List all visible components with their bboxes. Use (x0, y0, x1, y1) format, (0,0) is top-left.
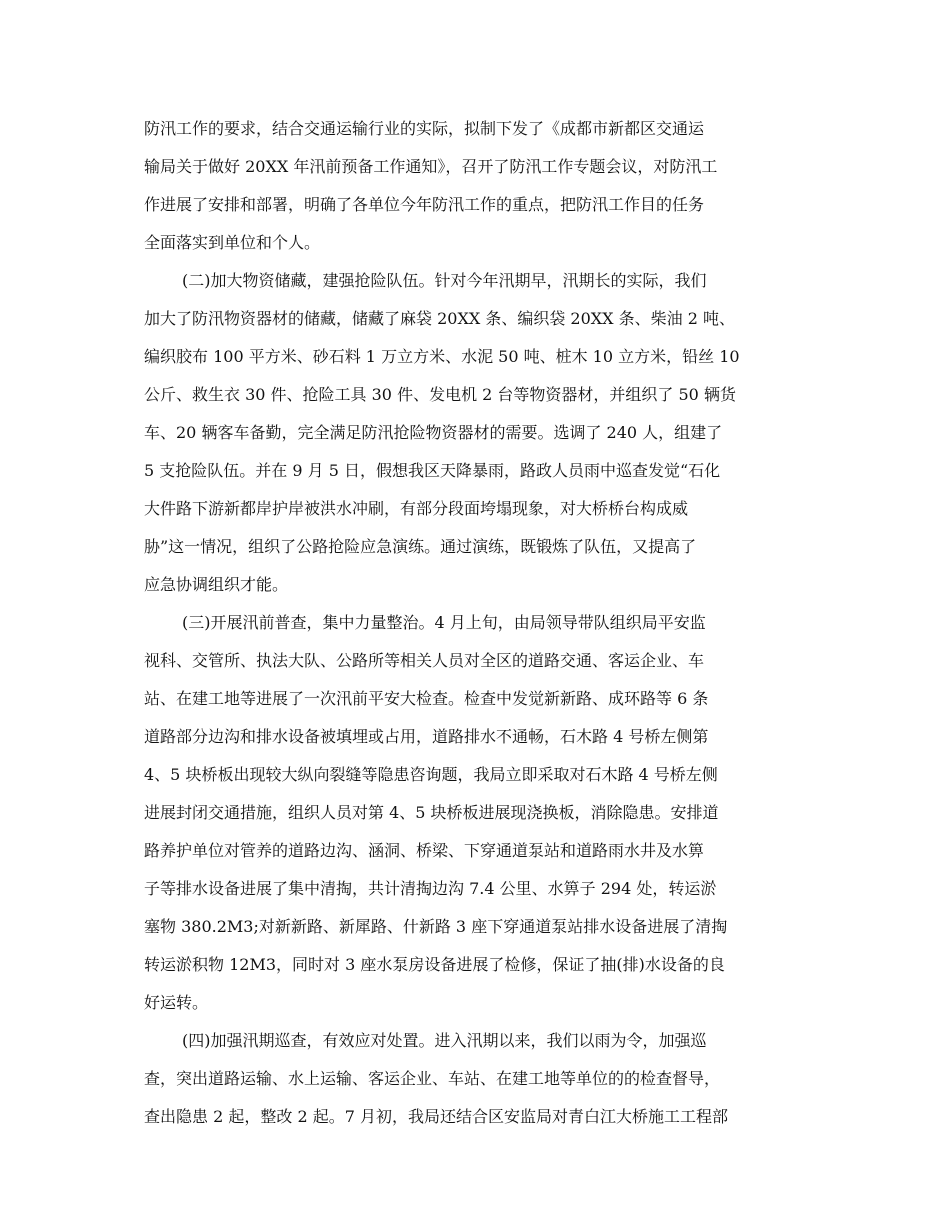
text-line: 好运转。 (144, 993, 209, 1012)
text-line: 5 支抢险队伍。并在 9 月 5 日，假想我区天降暴雨，路政人员雨中巡查发觉“石化 (144, 461, 721, 480)
text-line: 4、5 块桥板出现较大纵向裂缝等隐患咨询题，我局立即采取对石木路 4 号桥左侧 (144, 765, 718, 784)
text-line: 大件路下游新都岸护岸被洪水冲刷，有部分段面垮塌现象，对大桥桥台构成威 (144, 499, 689, 518)
text-line: 塞物 380.2M3;对新新路、新犀路、什新路 3 座下穿通道泵站排水设备进展了清掏 (144, 917, 728, 936)
text-line: 防汛工作的要求，结合交通运输行业的实际，拟制下发了《成都市新都区交通运 (144, 119, 705, 138)
paragraph-first-line: (四)加强汛期巡查，有效应对处置。进入汛期以来，我们以雨为令，加强巡 (182, 1031, 707, 1050)
text-line: 子等排水设备进展了集中清掏，共计清掏边沟 7.4 公里、水箅子 294 处，转运淤 (144, 879, 717, 898)
paragraph-first-line: (三)开展汛前普查，集中力量整治。4 月上旬，由局领导带队组织局平安监 (182, 613, 706, 632)
text-line: 全面落实到单位和个人。 (144, 233, 321, 252)
text-line: 公斤、救生衣 30 件、抢险工具 30 件、发电机 2 台等物资器材，并组织了 50 辆货 (144, 385, 736, 404)
text-line: 查，突出道路运输、水上运输、客运企业、车站、在建工地等单位的的检查督导， (144, 1069, 721, 1088)
text-line: 胁”这一情况，组织了公路抢险应急演练。通过演练，既锻炼了队伍，又提高了 (144, 537, 697, 556)
text-line: 编织胶布 100 平方米、砂石料 1 万立方米、水泥 50 吨、桩木 10 立方米，铅丝 10 (144, 347, 740, 366)
text-line: 转运淤积物 12M3，同时对 3 座水泵房设备进展了检修，保证了抽(排)水设备的良 (144, 955, 725, 974)
text-line: 站、在建工地等进展了一次汛前平安大检查。检查中发觉新新路、成环路等 6 条 (144, 689, 709, 708)
text-line: 车、20 辆客车备勤，完全满足防汛抢险物资器材的需要。选调了 240 人，组建了 (144, 423, 723, 442)
text-line: 作进展了安排和部署，明确了各单位今年防汛工作的重点，把防汛工作目的任务 (144, 195, 705, 214)
text-line: 加大了防汛物资器材的储藏，储藏了麻袋 20XX 条、编织袋 20XX 条、柴油 2 吨、 (144, 309, 735, 328)
text-line: 输局关于做好 20XX 年汛前预备工作通知》，召开了防汛工作专题会议，对防汛工 (144, 157, 718, 176)
document-page (144, 110, 812, 1136)
text-line: 应急协调组织才能。 (144, 575, 289, 594)
text-line: 进展封闭交通措施，组织人员对第 4、5 块桥板进展现浇换板，消除隐患。安排道 (144, 803, 719, 822)
text-line: 视科、交管所、执法大队、公路所等相关人员对全区的道路交通、客运企业、车 (144, 651, 705, 670)
text-line: 查出隐患 2 起，整改 2 起。7 月初，我局还结合区安监局对青白江大桥施工工程部 (144, 1107, 728, 1126)
text-line: 路养护单位对管养的道路边沟、涵洞、桥梁、下穿通道泵站和道路雨水井及水箅 (144, 841, 705, 860)
text-line: 道路部分边沟和排水设备被填埋或占用，道路排水不通畅，石木路 4 号桥左侧第 (144, 727, 709, 746)
paragraph-first-line: (二)加大物资储藏，建强抢险队伍。针对今年汛期早，汛期长的实际，我们 (182, 271, 707, 290)
